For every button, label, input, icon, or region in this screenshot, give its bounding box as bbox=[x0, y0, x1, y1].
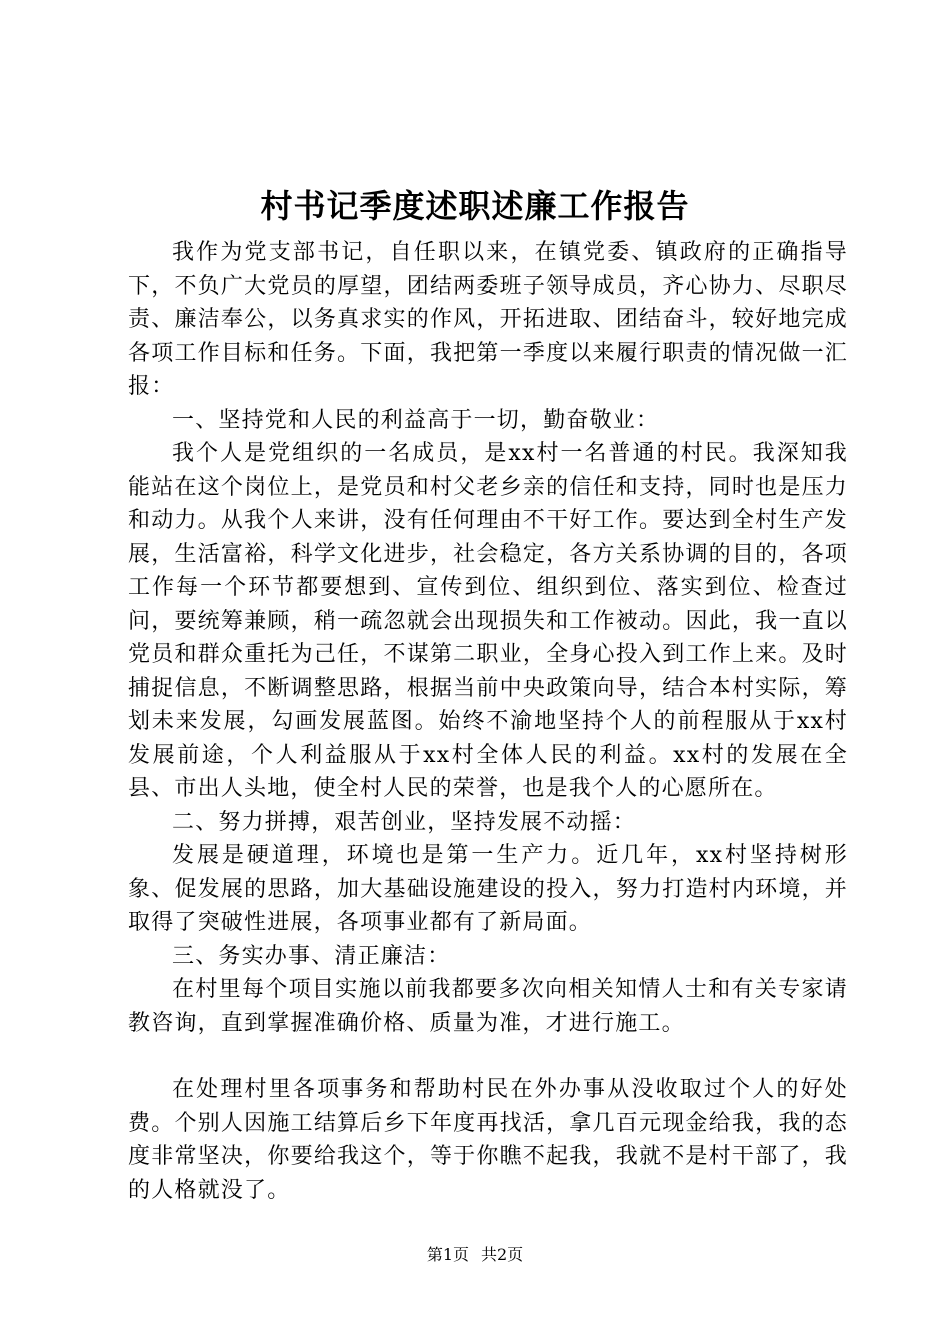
document-body bbox=[128, 236, 848, 1207]
paragraph-section-3: 在村里每个项目实施以前我都要多次向相关知情人士和有关专家请教咨询，直到掌握准确价格、质量为准，才进行施工。 bbox=[128, 977, 848, 1036]
section-heading-3: 三、务实办事、清正廉洁： bbox=[172, 943, 451, 969]
page-footer bbox=[0, 1244, 950, 1266]
section-heading-1: 一、坚持党和人民的利益高于一切，勤奋敬业： bbox=[172, 407, 660, 433]
paragraph-intro: 我作为党支部书记，自任职以来，在镇党委、镇政府的正确指导下，不负广大党员的厚望，团结两委班子领导成员，齐心协力、尽职尽责、廉洁奉公，以务真求实的作风，开拓进取、团结奋斗，较好地完成各项工作目标和任务。下面，我把第一季度以来履行职责的情况做一汇报： bbox=[128, 240, 848, 399]
paragraph-section-1: 我个人是党组织的一名成员，是xx村一名普通的村民。我深知我能站在这个岗位上，是党员和村父老乡亲的信任和支持，同时也是压力和动力。从我个人来讲，没有任何理由不干好工作。要达到全村生产发展，生活富裕，科学文化进步，社会稳定，各方关系协调的目的，各项工作每一个环节都要想到、宣传到位、组织到位、落实到位、检查过问，要统筹兼顾，稍一疏忽就会出现损失和工作被动。因此，我一直以党员和群众重托为己任，不谋第二职业，全身心投入到工作上来。及时捕捉信息，不断调整思路，根据当前中央政策向导，结合本村实际，筹划未来发展，勾画发展蓝图。始终不渝地坚持个人的前程服从于xx村发展前途，个人利益服从于xx村全体人民的利益。xx村的发展在全县、市出人头地，使全村人民的荣誉，也是我个人的心愿所在。 bbox=[128, 441, 848, 801]
page-number-current: 第1页 bbox=[426, 1245, 469, 1264]
section-heading-2: 二、努力拼搏，艰苦创业，坚持发展不动摇： bbox=[172, 809, 637, 835]
page-number-total: 共2页 bbox=[481, 1245, 524, 1264]
paragraph-section-3-continued: 在处理村里各项事务和帮助村民在外办事从没收取过个人的好处费。个别人因施工结算后乡下年度再找活，拿几百元现金给我，我的态度非常坚决，你要给我这个，等于你瞧不起我，我就不是村干部了，我的人格就没了。 bbox=[128, 1077, 848, 1203]
document-title: 村书记季度述职述廉工作报告 bbox=[260, 187, 690, 225]
paragraph-section-2: 发展是硬道理，环境也是第一生产力。近几年，xx村坚持树形象、促发展的思路，加大基础设施建设的投入，努力打造村内环境，并取得了突破性进展，各项事业都有了新局面。 bbox=[128, 843, 848, 935]
